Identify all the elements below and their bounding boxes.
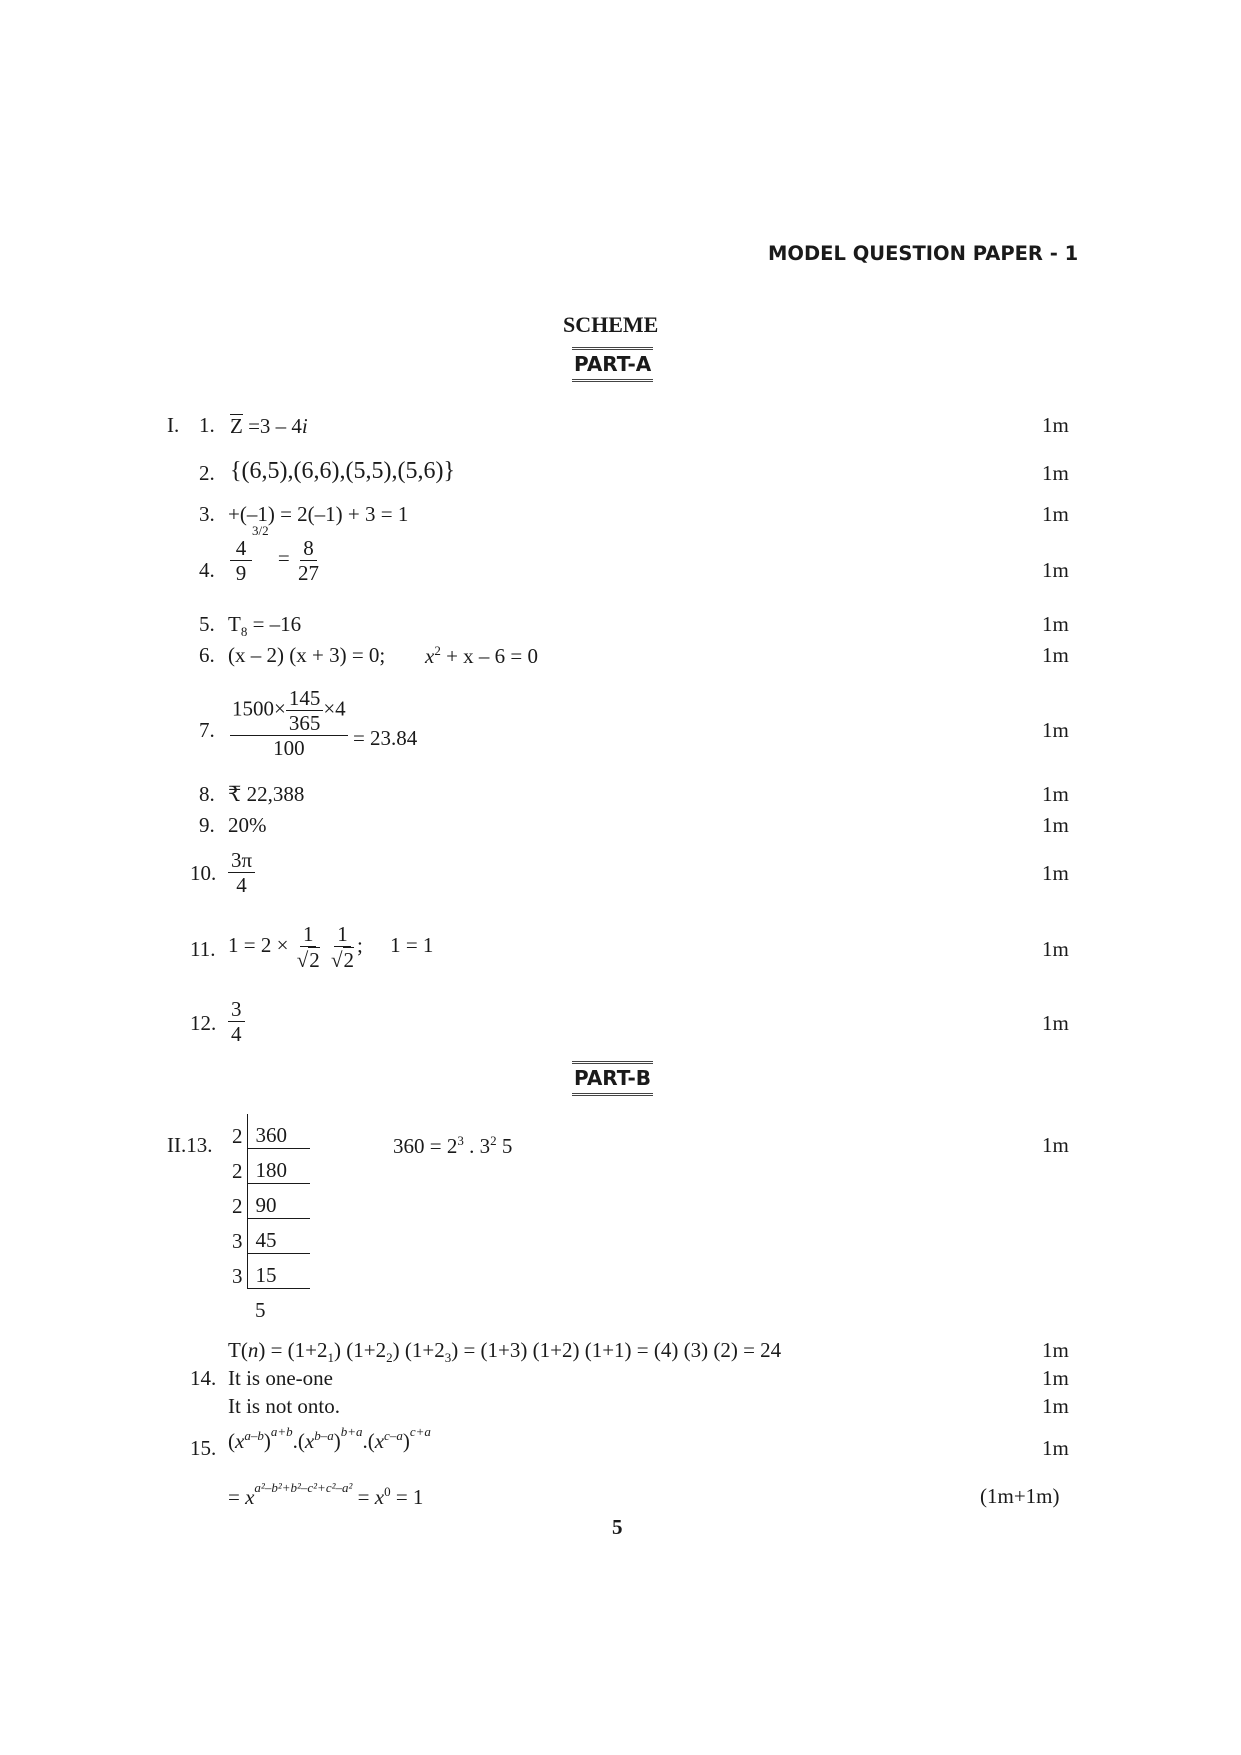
q12-answer: $\frac{3}{4}$ [228,997,245,1046]
q11-answer: 1 = 2 × $\frac{1}{√2}$ $\frac{1}{√2}$ ; 1 = 1 [228,922,434,973]
q13-division-table [228,1114,310,1323]
q5-number: 5. [199,612,215,636]
division-quotient: 15 [247,1254,310,1289]
q8-mark: 1m [1042,782,1069,806]
q1-mark: 1m [1042,413,1069,437]
q4-answer: $\frac{4}{9}$ $^{3/2}$ = $\frac{8}{27}$ [230,536,322,585]
division-divisor: 2 [232,1158,243,1183]
q6-answer-a: (x – 2) (x + 3) = 0; [228,643,386,667]
q6-answer-b: $x^2 + x - 6 = 0$ [425,643,539,668]
paper-title: MODEL QUESTION PAPER - 1 [768,242,1079,265]
division-row [228,1149,310,1184]
division-divisor: 3 [232,1263,243,1288]
q4-mark: 1m [1042,558,1069,582]
q7-answer: 1500× $\frac{145}{365}$ ×4 100 = 23.84 [232,686,418,761]
q13-number: II.13. [167,1133,213,1157]
division-quotient: 5 [255,1298,266,1322]
q15-simplification: = $x^{a^2-b^2+b^2-c^2+c^2-a^2} = x^0 = 1$ [228,1480,424,1509]
q9-answer: 20% [228,813,267,837]
page-number: 5 [612,1515,623,1539]
division-quotient: 360 [247,1114,310,1149]
q14-line-two: It is not onto. [228,1394,341,1418]
q10-mark: 1m [1042,861,1069,885]
q1-number: 1. [199,413,215,437]
q4-fraction-b: $\frac{8}{27}$ [297,536,319,586]
division-quotient: 90 [247,1184,310,1219]
q2-answer: {(6,5),(6,6),(5,5),(5,6)} [230,458,455,484]
q6-number: 6. [199,643,215,667]
division-row [228,1254,310,1289]
q8-answer: ₹ 22,388 [228,782,305,806]
q14-number: 14. [190,1366,217,1390]
q15-mark-1: 1m [1042,1436,1069,1460]
q6-mark: 1m [1042,643,1069,667]
division-quotient: 45 [247,1219,310,1254]
q7-mark: 1m [1042,718,1069,742]
q13-mark-1: 1m [1042,1133,1069,1157]
q15-number: 15. [190,1436,217,1460]
q8-number: 8. [199,782,215,806]
q7-outer-fraction: 1500× $\frac{145}{365}$ ×4 100 [232,686,346,761]
q14-mark-1: 1m [1042,1366,1069,1390]
q11-number: 11. [190,937,216,961]
q10-answer: $\frac{3\pi}{4}$ [228,848,255,897]
division-divisor: 3 [232,1228,243,1253]
q9-number: 9. [199,813,215,837]
q9-mark: 1m [1042,813,1069,837]
q3-answer: +(–1) = 2(–1) + 3 = 1 [228,502,409,526]
q1-answer: Z =3 – 4i [230,414,308,438]
q3-number: 3. [199,502,215,526]
division-divisor: 2 [232,1193,243,1218]
q4-fraction-a: $\frac{4}{9}$ [230,536,252,585]
q11-mark: 1m [1042,937,1069,961]
q15-mark-2: (1m+1m) [980,1484,1060,1508]
part-a-heading: PART-A [572,347,653,382]
division-row [228,1219,310,1254]
division-row [228,1114,310,1149]
scheme-title: SCHEME [563,312,659,337]
q5-answer: $T_8 = -16$ [228,612,302,640]
q2-mark: 1m [1042,461,1069,485]
division-row [228,1184,310,1219]
part-b-heading: PART-B [572,1061,653,1096]
division-row [228,1289,310,1324]
q10-number: 10. [190,861,217,885]
q13-divisor-function: $T(n) = (1+2_1)$ $(1+2_2) (1+2_3) = (1+3)$ (1+2) (1+1) = (4) (3) (2) = 24 [228,1338,782,1366]
q12-number: 12. [190,1011,217,1035]
q14-mark-2: 1m [1042,1394,1069,1418]
q3-mark: 1m [1042,502,1069,526]
q12-mark: 1m [1042,1011,1069,1035]
q4-number: 4. [199,558,215,582]
q13-mark-2: 1m [1042,1338,1069,1362]
section-label-one: I. [167,413,180,437]
q14-line-one: It is one-one [228,1366,333,1390]
q2-number: 2. [199,461,215,485]
division-divisor [228,1289,247,1324]
q13-factorization: $360 = 2^3$ . $3^2$ 5 [393,1133,513,1158]
division-quotient: 180 [247,1149,310,1184]
q15-expression: $(x^{a-b})^{a+b}.(x^{b-a})^{b+a}.(x^{c-a})^{c+a}$ [228,1424,431,1453]
q5-mark: 1m [1042,612,1069,636]
division-divisor: 2 [232,1123,243,1148]
q7-number: 7. [199,718,215,742]
